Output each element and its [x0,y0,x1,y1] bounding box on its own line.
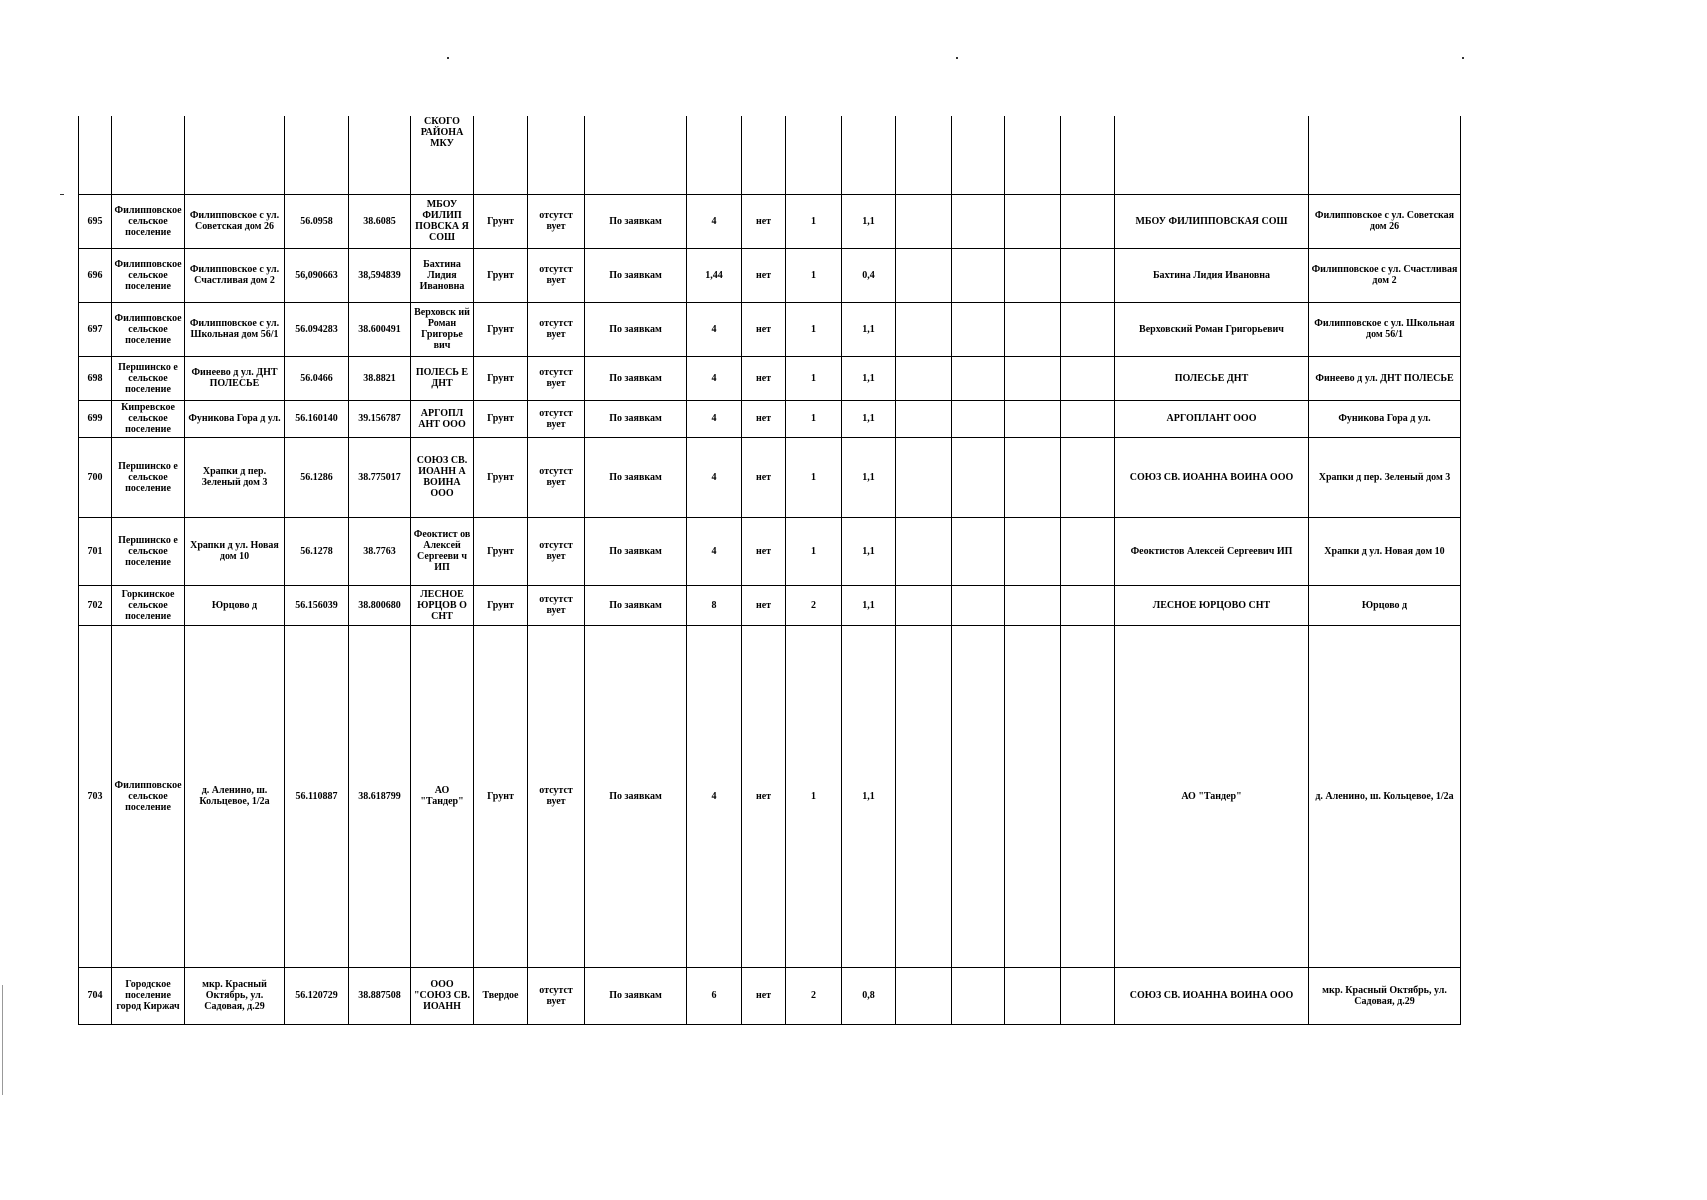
waste-source-cell: мкр. Красный Октябрь, ул. Садовая, д.29 [1309,967,1461,1024]
empty-cell [952,400,1005,437]
row-number: 696 [79,248,112,302]
table-row [79,194,1461,248]
area-cell: 4 [687,194,742,248]
owner-short-cell: МБОУ ФИЛИП ПОВСКА Я СОШ [411,194,474,248]
container-volume-cell: 1,1 [842,625,896,967]
waste-source-cell: Филипповское с ул. Школьная дом 56/1 [1309,302,1461,356]
address-cell: Храпки д пер. Зеленый дом 3 [185,437,285,517]
fence-cell: отсутст вует [528,356,585,400]
longitude-cell: 38.6085 [349,194,411,248]
empty-cell [1061,585,1115,625]
empty-cell [1005,194,1061,248]
owner-short-cell: Верховск ий Роман Григорье вич [411,302,474,356]
latitude-cell: 56.1278 [285,517,349,585]
container-count-cell: 1 [786,194,842,248]
address-cell: Юрцово д [185,585,285,625]
owner-short-cell: Бахтина Лидия Ивановна [411,248,474,302]
surface-cell: Грунт [474,585,528,625]
container-volume-cell: 1,1 [842,400,896,437]
area-cell: 1,44 [687,248,742,302]
address-cell: Филипповское с ул. Счастливая дом 2 [185,248,285,302]
empty-cell [1005,585,1061,625]
owner-full-cell: АРГОПЛАНТ ООО [1115,400,1309,437]
settlement-cell: Филипповское сельское поселение [112,302,185,356]
header-fragment-cell: СКОГО РАЙОНА МКУ [411,116,474,194]
shelter-cell: нет [742,248,786,302]
area-cell: 4 [687,400,742,437]
row-number: 702 [79,585,112,625]
fence-cell: отсутст вует [528,967,585,1024]
schedule-cell: По заявкам [585,356,687,400]
empty-cell [896,356,952,400]
shelter-cell: нет [742,517,786,585]
settlement-cell: Филипповское сельское поселение [112,625,185,967]
owner-full-cell: Феоктистов Алексей Сергеевич ИП [1115,517,1309,585]
waste-sites-register-table [78,116,1461,1025]
container-volume-cell: 0,8 [842,967,896,1024]
longitude-cell: 38.8821 [349,356,411,400]
empty-cell [1005,517,1061,585]
container-count-cell: 2 [786,967,842,1024]
waste-source-cell: Филипповское с ул. Советская дом 26 [1309,194,1461,248]
container-count-cell: 1 [786,625,842,967]
container-count-cell: 1 [786,400,842,437]
latitude-cell: 56.0466 [285,356,349,400]
area-cell: 8 [687,585,742,625]
empty-cell [1061,967,1115,1024]
empty-cell [1005,437,1061,517]
latitude-cell: 56.094283 [285,302,349,356]
row-number: 697 [79,302,112,356]
longitude-cell: 38.7763 [349,517,411,585]
empty-cell [896,194,952,248]
owner-full-cell: АО "Тандер" [1115,625,1309,967]
container-volume-cell: 1,1 [842,517,896,585]
shelter-cell: нет [742,400,786,437]
fence-cell: отсутст вует [528,302,585,356]
settlement-cell: Кипревское сельское поселение [112,400,185,437]
empty-cell [1005,356,1061,400]
area-cell: 4 [687,625,742,967]
owner-short-cell: ПОЛЕСЬ Е ДНТ [411,356,474,400]
address-cell: Филипповское с ул. Советская дом 26 [185,194,285,248]
settlement-cell: Першинско е сельское поселение [112,437,185,517]
container-count-cell: 2 [786,585,842,625]
longitude-cell: 38.800680 [349,585,411,625]
owner-short-cell: ООО "СОЮЗ СВ. ИОАНН [411,967,474,1024]
container-volume-cell: 1,1 [842,302,896,356]
owner-full-cell: СОЮЗ СВ. ИОАННА ВОИНА ООО [1115,967,1309,1024]
address-cell: мкр. Красный Октябрь, ул. Садовая, д.29 [185,967,285,1024]
shelter-cell: нет [742,302,786,356]
fence-cell: отсутст вует [528,585,585,625]
empty-cell [1061,194,1115,248]
surface-cell: Грунт [474,356,528,400]
schedule-cell: По заявкам [585,585,687,625]
empty-cell [1005,400,1061,437]
surface-cell: Грунт [474,194,528,248]
surface-cell: Грунт [474,437,528,517]
shelter-cell: нет [742,625,786,967]
fence-cell: отсутст вует [528,517,585,585]
schedule-cell: По заявкам [585,302,687,356]
settlement-cell: Филипповское сельское поселение [112,248,185,302]
owner-short-cell: АО "Тандер" [411,625,474,967]
latitude-cell: 56.160140 [285,400,349,437]
waste-source-cell: Юрцово д [1309,585,1461,625]
longitude-cell: 38.775017 [349,437,411,517]
empty-cell [952,625,1005,967]
shelter-cell: нет [742,585,786,625]
scan-speck [447,57,449,59]
empty-cell [1061,356,1115,400]
container-volume-cell: 0,4 [842,248,896,302]
owner-short-cell: СОЮЗ СВ. ИОАНН А ВОИНА ООО [411,437,474,517]
latitude-cell: 56,090663 [285,248,349,302]
waste-source-cell: Храпки д ул. Новая дом 10 [1309,517,1461,585]
surface-cell: Грунт [474,625,528,967]
container-count-cell: 1 [786,302,842,356]
settlement-cell: Филипповское сельское поселение [112,194,185,248]
empty-cell [1005,248,1061,302]
longitude-cell: 38.618799 [349,625,411,967]
row-number: 698 [79,356,112,400]
settlement-cell: Горкинское сельское поселение [112,585,185,625]
container-count-cell: 1 [786,437,842,517]
waste-source-cell: Фуникова Гора д ул. [1309,400,1461,437]
surface-cell: Грунт [474,302,528,356]
empty-cell [1061,248,1115,302]
schedule-cell: По заявкам [585,194,687,248]
header-fragment-row [79,116,1461,194]
fence-cell: отсутст вует [528,400,585,437]
longitude-cell: 39.156787 [349,400,411,437]
empty-cell [1061,302,1115,356]
row-number: 704 [79,967,112,1024]
shelter-cell: нет [742,194,786,248]
surface-cell: Грунт [474,517,528,585]
row-number: 700 [79,437,112,517]
settlement-cell: Першинско е сельское поселение [112,356,185,400]
row-number: 701 [79,517,112,585]
table-row [79,437,1461,517]
longitude-cell: 38.887508 [349,967,411,1024]
empty-cell [896,967,952,1024]
fence-cell: отсутст вует [528,625,585,967]
address-cell: Фуникова Гора д ул. [185,400,285,437]
schedule-cell: По заявкам [585,517,687,585]
latitude-cell: 56.0958 [285,194,349,248]
empty-cell [1005,625,1061,967]
container-volume-cell: 1,1 [842,437,896,517]
empty-cell [1061,400,1115,437]
area-cell: 4 [687,437,742,517]
empty-cell [1061,517,1115,585]
empty-cell [1005,967,1061,1024]
scan-speck [1462,57,1464,59]
row-number: 699 [79,400,112,437]
address-cell: Храпки д ул. Новая дом 10 [185,517,285,585]
schedule-cell: По заявкам [585,437,687,517]
empty-cell [952,194,1005,248]
waste-source-cell: Филипповское с ул. Счастливая дом 2 [1309,248,1461,302]
scan-speck [956,57,958,59]
address-cell: Филипповское с ул. Школьная дом 56/1 [185,302,285,356]
latitude-cell: 56.120729 [285,967,349,1024]
schedule-cell: По заявкам [585,400,687,437]
fence-cell: отсутст вует [528,248,585,302]
schedule-cell: По заявкам [585,625,687,967]
schedule-cell: По заявкам [585,248,687,302]
table-row [79,248,1461,302]
row-number: 703 [79,625,112,967]
table-row [79,625,1461,967]
fence-cell: отсутст вует [528,437,585,517]
empty-cell [952,248,1005,302]
waste-source-cell: Храпки д пер. Зеленый дом 3 [1309,437,1461,517]
container-count-cell: 1 [786,248,842,302]
latitude-cell: 56.1286 [285,437,349,517]
empty-cell [952,585,1005,625]
latitude-cell: 56.156039 [285,585,349,625]
longitude-cell: 38.600491 [349,302,411,356]
waste-source-cell: Финеево д ул. ДНТ ПОЛЕСЬЕ [1309,356,1461,400]
shelter-cell: нет [742,967,786,1024]
owner-full-cell: ЛЕСНОЕ ЮРЦОВО СНТ [1115,585,1309,625]
empty-cell [1005,302,1061,356]
empty-cell [896,517,952,585]
address-cell: д. Аленино, ш. Кольцевое, 1/2а [185,625,285,967]
empty-cell [896,585,952,625]
empty-cell [896,625,952,967]
area-cell: 6 [687,967,742,1024]
owner-full-cell: ПОЛЕСЬЕ ДНТ [1115,356,1309,400]
table-row [79,356,1461,400]
address-cell: Финеево д ул. ДНТ ПОЛЕСЬЕ [185,356,285,400]
area-cell: 4 [687,517,742,585]
row-number: 695 [79,194,112,248]
owner-short-cell: ЛЕСНОЕ ЮРЦОВ О СНТ [411,585,474,625]
surface-cell: Грунт [474,400,528,437]
empty-cell [1061,437,1115,517]
latitude-cell: 56.110887 [285,625,349,967]
surface-cell: Твердое [474,967,528,1024]
owner-full-cell: Верховский Роман Григорьевич [1115,302,1309,356]
container-count-cell: 1 [786,356,842,400]
table-row [79,302,1461,356]
empty-cell [896,437,952,517]
container-volume-cell: 1,1 [842,194,896,248]
table-row [79,967,1461,1024]
settlement-cell: Першинско е сельское поселение [112,517,185,585]
owner-short-cell: АРГОПЛ АНТ ООО [411,400,474,437]
container-count-cell: 1 [786,517,842,585]
table-row [79,585,1461,625]
owner-full-cell: Бахтина Лидия Ивановна [1115,248,1309,302]
empty-cell [952,437,1005,517]
owner-full-cell: МБОУ ФИЛИППОВСКАЯ СОШ [1115,194,1309,248]
fence-cell: отсутст вует [528,194,585,248]
area-cell: 4 [687,356,742,400]
settlement-cell: Городское поселение город Киржач [112,967,185,1024]
container-volume-cell: 1,1 [842,585,896,625]
empty-cell [952,517,1005,585]
surface-cell: Грунт [474,248,528,302]
longitude-cell: 38,594839 [349,248,411,302]
empty-cell [896,248,952,302]
empty-cell [952,967,1005,1024]
empty-cell [952,356,1005,400]
scan-speck [60,194,64,195]
owner-short-cell: Феоктист ов Алексей Сергееви ч ИП [411,517,474,585]
table-row [79,400,1461,437]
schedule-cell: По заявкам [585,967,687,1024]
empty-cell [896,400,952,437]
empty-cell [952,302,1005,356]
table-row [79,517,1461,585]
container-volume-cell: 1,1 [842,356,896,400]
empty-cell [1061,625,1115,967]
empty-cell [896,302,952,356]
owner-full-cell: СОЮЗ СВ. ИОАННА ВОИНА ООО [1115,437,1309,517]
area-cell: 4 [687,302,742,356]
shelter-cell: нет [742,437,786,517]
waste-source-cell: д. Аленино, ш. Кольцевое, 1/2а [1309,625,1461,967]
shelter-cell: нет [742,356,786,400]
scan-edge-line [2,985,3,1095]
